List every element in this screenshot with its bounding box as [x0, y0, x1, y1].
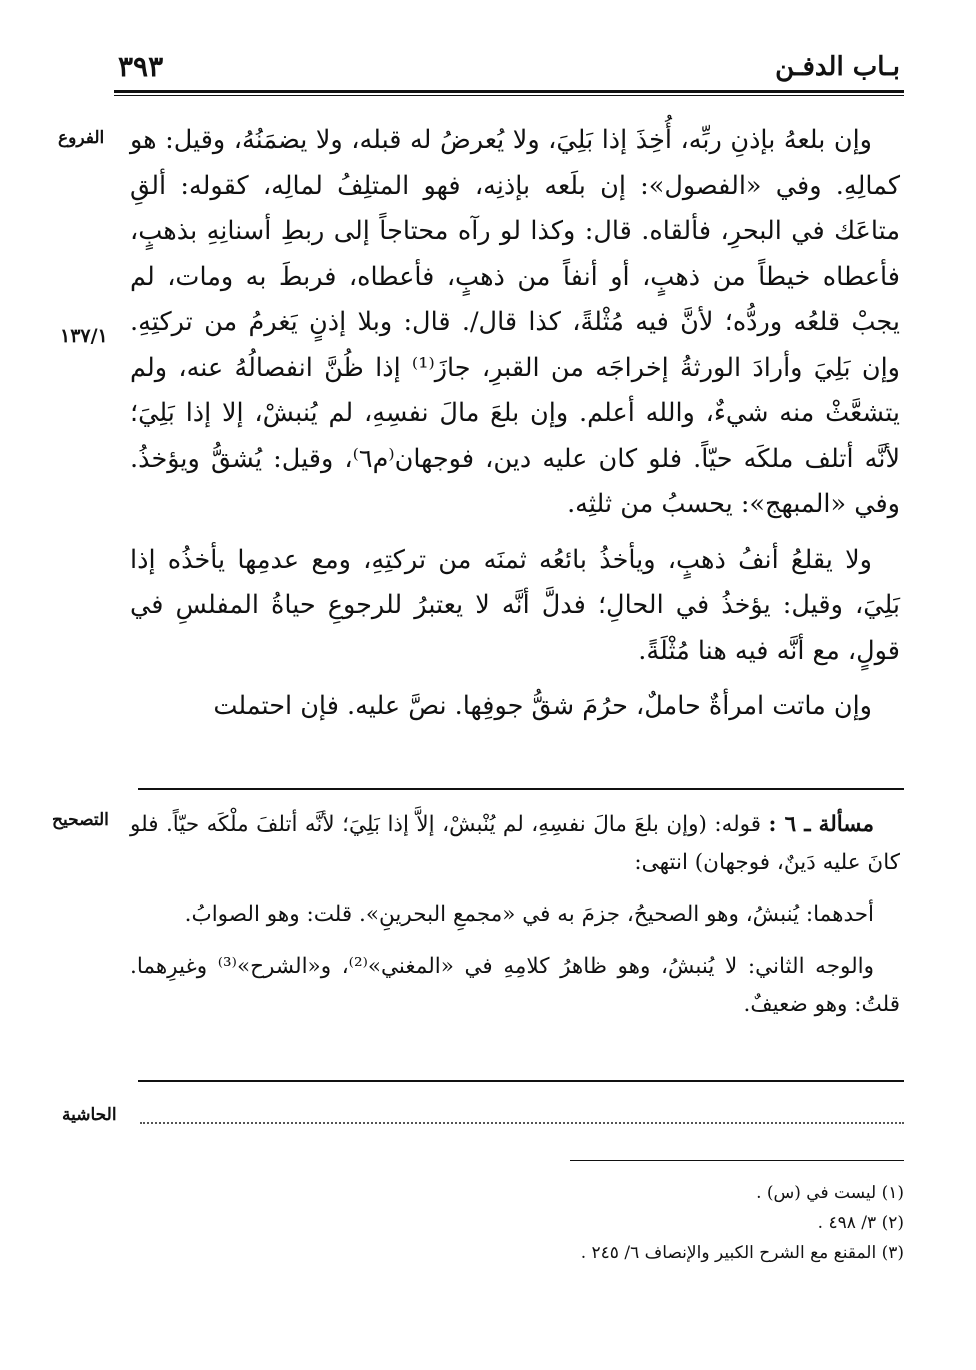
footnote-2: (٢) ٣/ ٤٩٨ . — [817, 1213, 904, 1233]
page-number: ٣٩٣ — [118, 50, 164, 83]
margin-ref-volume-page: ١٣٧/١ — [60, 325, 108, 347]
margin-label-tashih: التصحيح — [52, 810, 109, 830]
margin-label-furu: الفروع — [58, 128, 105, 148]
tashih-divider — [138, 1080, 904, 1082]
hashiya-dotted-line — [140, 1122, 904, 1124]
margin-label-hashiya: الحاشية — [62, 1105, 117, 1125]
tashih-first-view: أحدهما: يُنبشُ، وهو الصحيحُ، جزمَ به في «مجمعِ البحرينِ». قلت: وهو الصوابُ. — [184, 902, 874, 927]
footnote-3: (٣) المقنع مع الشرح الكبير والإنصاف ٦/ ٢٤٥ . — [580, 1243, 904, 1263]
tashih-second-view: والوجه الثاني: لا يُنبشُ، وهو ظاهرُ كلامِهِ في «المغني»⁽²⁾، و«الشرح»⁽³⁾ وغيرِهما. قلتُ: وهو ضعيفٌ. — [130, 954, 900, 1017]
footnotes — [404, 1178, 904, 1268]
footnote-rule — [570, 1160, 904, 1161]
main-paragraph-3: وإن ماتت امرأةٌ حاملٌ، حرُمَ شقُّ جوفِها. نصَّ عليه. فإن احتملت — [213, 691, 872, 721]
main-text — [130, 118, 900, 730]
main-paragraph-1: وإن بلعهُ بإذنِ ربِّه، أُخِذَ إذا بَلِيَ، ولا يُعرضُ له قبله، ولا يضمَنُهُ، وقيل: هو كمالِهِ. وفي «الفصول»: إن بلَعه بإذنِه، فهو المتلِفُ لمالِه، كقوله: ألقِ متاعَك في البحرِ، فألقاه. قال: وكذا لو رآه محتاجاً إلى ربطِ أسنانِهِ بذهبٍ، فأعطاه خيطاً من ذهبٍ، أو أنفاً من ذهبٍ، فأعطاه، فربطَ به ومات، لم يجبْ قلعُه وردُّه؛ لأنَّ فيه مُثْلةً، كذا قال/. قال: وبلا إذنٍ يَغرمُ من تركتِهِ. وإن بَلِيَ وأرادَ الورثةُ إخراجَه من القبرِ، جازَ⁽¹⁾ إذا ظُنَّ انفصالُهُ عنه، ولم يتشعَّثْ منه شيءٌ، والله أعلم. وإن بلعَ مالَ نفسِهِ، لم يُنبشْ، إلا إذا بَلِيَ؛ لأنَّه أتلف ملكَه حيّاً. فلو كان عليه دين، فوجهان⁽م٦⁾، وقيل: يُشقُّ ويؤخذُ. وفي «المبهج»: يحسبُ من ثلثِه. — [130, 125, 900, 519]
tashih-text — [130, 806, 900, 1024]
chapter-title: بـاب الدفـن — [775, 52, 900, 82]
section-divider — [138, 788, 904, 790]
header-rule-thin — [114, 95, 904, 96]
footnote-1: (١) ليست في (س) . — [756, 1183, 904, 1203]
tashih-intro: قوله: (وإن بلعَ مالَ نفسِهِ، لم يُنْبشْ، إلاَّ إذا بَلِيَ؛ لأنَّه أتلفَ ملْكَه حيّاً. فلو كانَ عليه دَينٌ، فوجهان) انتهى: — [130, 812, 900, 875]
main-paragraph-2: ولا يقلعُ أنفُ ذهبٍ، ويأخذُ بائعُه ثمنَه من تركتِهِ، ومع عدمِها يأخذُه إذا بَلِيَ، وقيل: يؤخذُ في الحالِ؛ فدلَّ أنَّه لا يعتبرُ للرجوعِ حياةُ المفلسِ في قولٍ، مع أنَّه فيه هنا مُثْلَةً. — [130, 544, 900, 666]
header-rule — [114, 90, 904, 93]
tashih-issue-label: مسألة ـ ٦ : — [768, 812, 875, 837]
